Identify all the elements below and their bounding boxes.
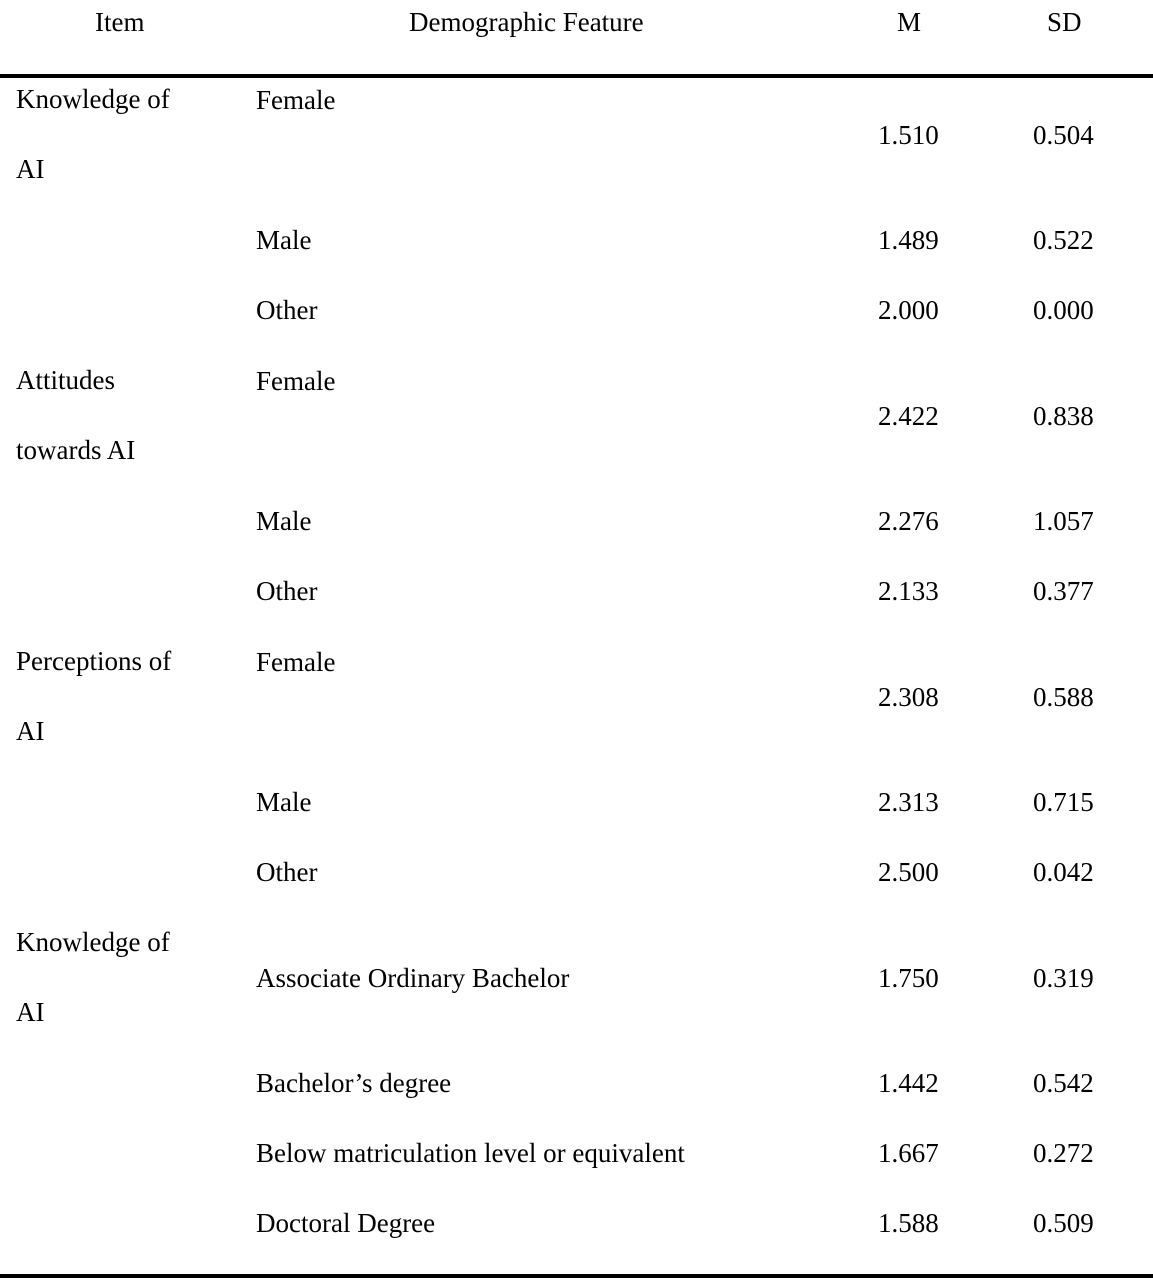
sd-cell: 0.509 <box>1033 1208 1094 1238</box>
mean-cell: 1.442 <box>878 1068 939 1098</box>
feature-cell: Other <box>256 857 318 887</box>
mean-cell: 1.588 <box>878 1208 939 1238</box>
sd-cell: 0.000 <box>1033 295 1094 325</box>
sd-cell: 0.377 <box>1033 576 1094 606</box>
feature-cell: Female <box>256 366 336 396</box>
feature-cell: Associate Ordinary Bachelor <box>256 963 570 993</box>
mean-cell: 1.750 <box>878 963 939 993</box>
header-sd: SD <box>1047 7 1082 37</box>
header-mean: M <box>897 7 922 37</box>
feature-cell: Bachelor’s degree <box>256 1068 452 1098</box>
mean-cell: 1.667 <box>878 1138 939 1168</box>
header-demographic-feature: Demographic Feature <box>409 7 644 37</box>
header-item: Item <box>95 7 145 37</box>
feature-cell: Other <box>256 295 318 325</box>
feature-cell: Male <box>256 506 312 536</box>
item-label: Knowledge of AI <box>16 927 170 1027</box>
sd-cell: 0.319 <box>1033 963 1094 993</box>
feature-cell: Female <box>256 647 336 677</box>
sd-cell: 0.542 <box>1033 1068 1094 1098</box>
mean-cell: 2.000 <box>878 295 939 325</box>
feature-cell: Doctoral Degree <box>256 1208 436 1238</box>
mean-cell: 1.510 <box>878 120 939 150</box>
item-label: Attitudes towards AI <box>16 365 136 465</box>
mean-cell: 2.500 <box>878 857 939 887</box>
feature-cell: Other <box>256 576 318 606</box>
feature-cell: Male <box>256 225 312 255</box>
item-label: Perceptions of AI <box>16 646 172 746</box>
mean-cell: 2.133 <box>878 576 939 606</box>
feature-cell: Below matriculation level or equivalent <box>256 1138 685 1168</box>
mean-cell: 1.489 <box>878 225 939 255</box>
sd-cell: 0.042 <box>1033 857 1094 887</box>
table-body <box>0 78 1153 1278</box>
sd-cell: 0.504 <box>1033 120 1094 150</box>
sd-cell: 1.057 <box>1033 506 1094 536</box>
feature-cell: Female <box>256 85 336 115</box>
item-label: Knowledge of AI <box>16 84 170 184</box>
mean-cell: 2.422 <box>878 401 939 431</box>
sd-cell: 0.715 <box>1033 787 1094 817</box>
mean-cell: 2.276 <box>878 506 939 536</box>
sd-cell: 0.522 <box>1033 225 1094 255</box>
sd-cell: 0.588 <box>1033 682 1094 712</box>
sd-cell: 0.272 <box>1033 1138 1094 1168</box>
mean-cell: 2.308 <box>878 682 939 712</box>
sd-cell: 0.838 <box>1033 401 1094 431</box>
feature-cell: Male <box>256 787 312 817</box>
mean-cell: 2.313 <box>878 787 939 817</box>
